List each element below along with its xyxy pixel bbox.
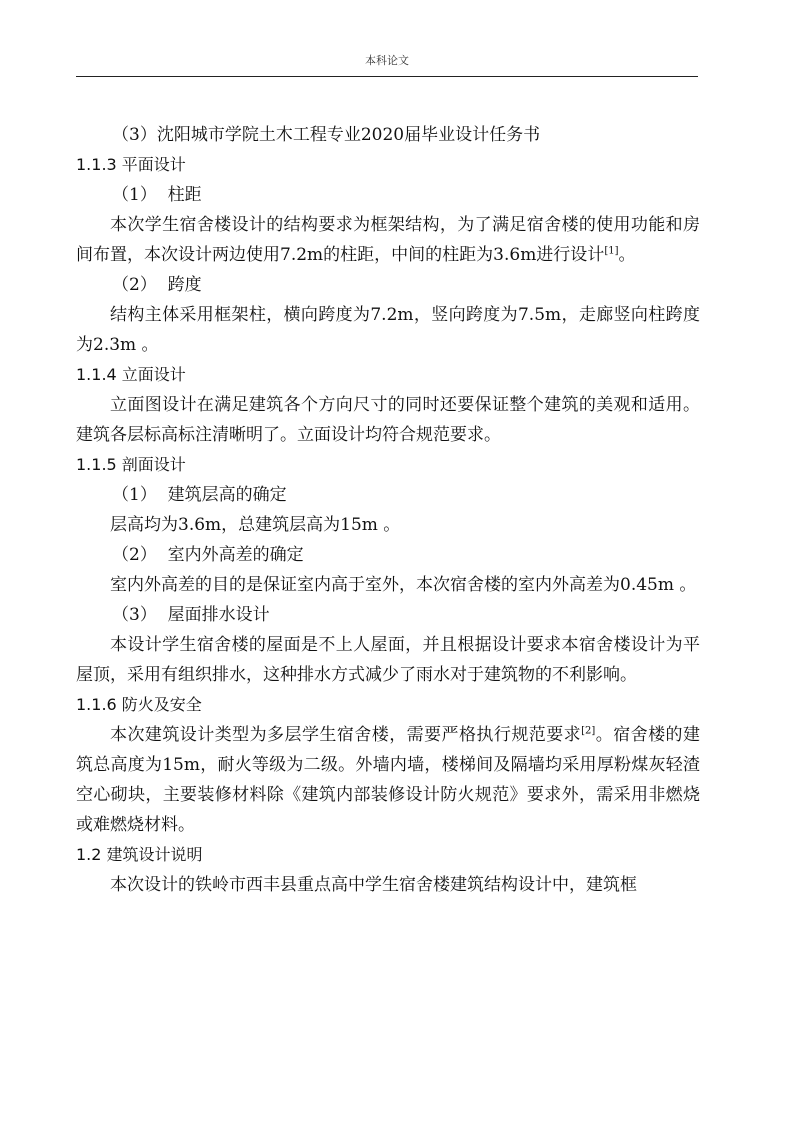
text: （3）沈阳城市学院土木工程专业2020届毕业设计任务书 <box>112 125 541 145</box>
document-body <box>76 120 700 900</box>
text: 本设计学生宿舍楼的屋面是不上人屋面，并且根据设计要求本宿舍楼设计为平屋顶，采用有组织排水，这种排水方式减少了雨水对于建筑物的不利影响。 <box>76 635 700 685</box>
paragraph <box>76 630 700 690</box>
citation: [1] <box>604 245 619 257</box>
citation: [2] <box>581 725 596 737</box>
section-heading: 1.1.6 防火及安全 <box>76 695 202 714</box>
subsection-label <box>76 270 700 300</box>
task-book-line <box>76 120 700 150</box>
paragraph <box>76 390 700 450</box>
text: 。 <box>618 245 636 265</box>
text: 立面图设计在满足建筑各个方向尺寸的同时还要保证整个建筑的美观和适用。建筑各层标高标注清晰明了。立面设计均符合规范要求。 <box>76 395 700 445</box>
text: （1） 建筑层高的确定 <box>112 485 287 505</box>
section-heading: 1.2 建筑设计说明 <box>76 845 203 864</box>
text: 结构主体采用框架柱，横向跨度为7.2m，竖向跨度为7.5m，走廊竖向柱跨度为2.3m 。 <box>76 305 700 355</box>
section-heading: 1.1.4 立面设计 <box>76 365 186 384</box>
paragraph <box>76 300 700 360</box>
subsection-label <box>76 480 700 510</box>
page-header: 本科论文 <box>365 54 409 67</box>
subsection-label <box>76 600 700 630</box>
text: （1） 柱距 <box>112 185 202 205</box>
paragraph <box>76 210 700 270</box>
paragraph <box>76 510 700 540</box>
paragraph <box>76 870 700 900</box>
text: 本次建筑设计类型为多层学生宿舍楼，需要严格执行规范要求 <box>110 725 582 745</box>
text: 室内外高差的目的是保证室内高于室外，本次宿舍楼的室内外高差为0.45m 。 <box>110 575 697 595</box>
paragraph <box>76 570 700 600</box>
text: 层高均为3.6m，总建筑层高为15m 。 <box>110 515 401 535</box>
text: 。宿舍楼的建筑总高度为15m，耐火等级为二级。外墙内墙，楼梯间及隔墙均采用厚粉煤灰轻渣空心砌块，主要装修材料除《建筑内部装修设计防火规范》要求外，需采用非燃烧或难燃烧材料。 <box>76 725 701 835</box>
subsection-label <box>76 540 700 570</box>
text: 本次设计的铁岭市西丰县重点高中学生宿舍楼建筑结构设计中，建筑框 <box>110 875 637 895</box>
text: （2） 跨度 <box>112 275 202 295</box>
section-heading: 1.1.5 剖面设计 <box>76 455 186 474</box>
paragraph <box>76 720 700 840</box>
section-heading: 1.1.3 平面设计 <box>76 155 186 174</box>
text: （3） 屋面排水设计 <box>112 605 270 625</box>
text: （2） 室内外高差的确定 <box>112 545 304 565</box>
header-rule <box>76 76 698 77</box>
subsection-label <box>76 180 700 210</box>
text: 本次学生宿舍楼设计的结构要求为框架结构，为了满足宿舍楼的使用功能和房间布置，本次设计两边使用7.2m的柱距，中间的柱距为3.6m进行设计 <box>76 215 700 265</box>
